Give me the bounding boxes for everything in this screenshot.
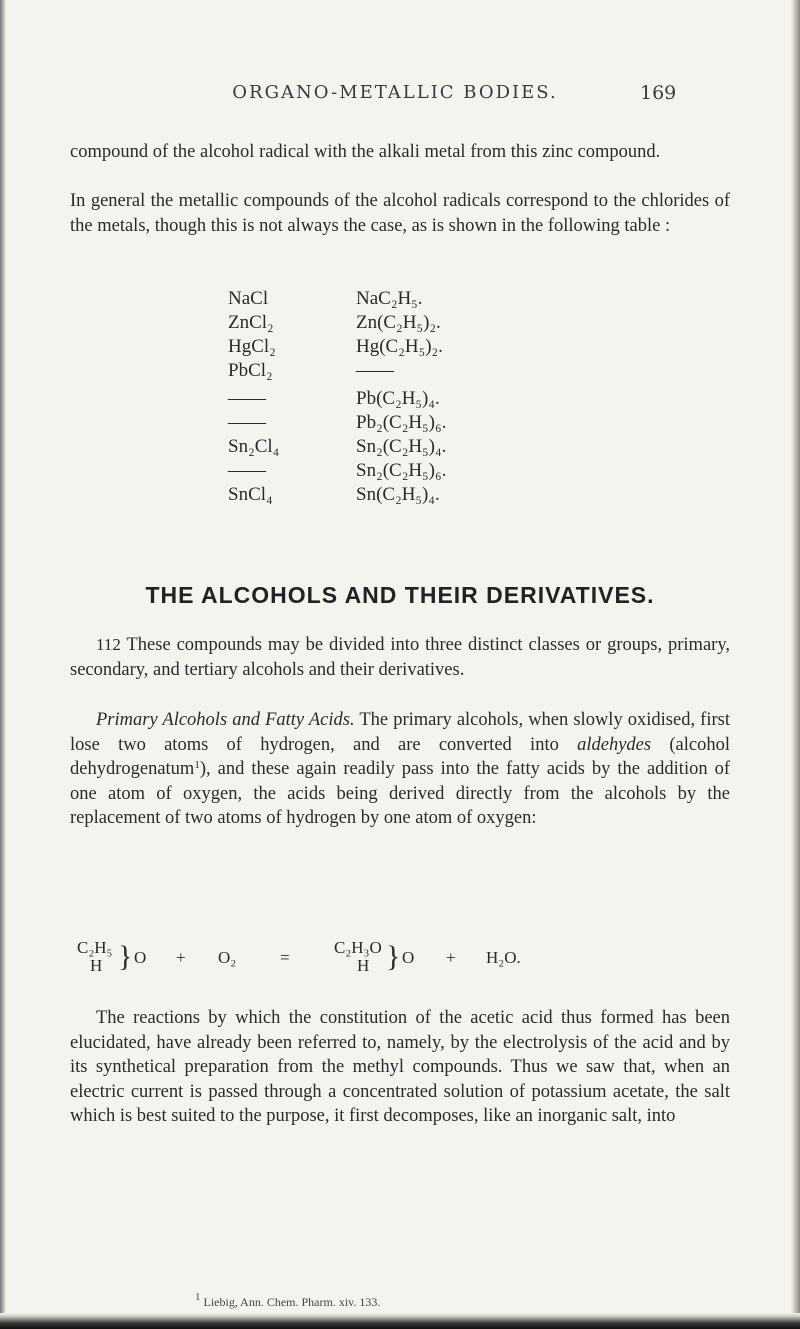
equals-sign: = xyxy=(280,948,290,967)
paragraph-112-text: These compounds may be divided into three distinct classes or groups, primary, secondary, and tertiary alcohols and their derivatives. xyxy=(70,635,730,680)
product-brace: } xyxy=(386,940,401,973)
reactant-oxygen: O xyxy=(134,948,147,967)
chloride-formula: PbCl₂ xyxy=(228,360,273,381)
ethyl-compound-formula: Hg(C₂H₅)₂. xyxy=(356,336,443,357)
footnote-text: Liebig, Ann. Chem. Pharm. xiv. 133. xyxy=(203,1295,381,1309)
running-head xyxy=(0,82,800,110)
chloride-formula: NaCl xyxy=(228,288,269,309)
chloride-formula: SnCl₄ xyxy=(228,484,273,505)
reactant-radical-top: C₂H₅ xyxy=(77,938,113,957)
paragraph-number: 112 xyxy=(96,635,121,654)
ethyl-compound-formula: Zn(C₂H₅)₂. xyxy=(356,312,441,333)
page-number: 169 xyxy=(640,82,677,104)
footnote xyxy=(195,1291,381,1310)
intro-paragraph-1: compound of the alcohol radical with the alkali metal from this zinc compound. xyxy=(70,142,661,162)
oxidation-equation xyxy=(72,938,732,980)
chloride-formula: —— xyxy=(228,460,266,481)
ethyl-compound-formula: Pb₂(C₂H₅)₆. xyxy=(356,412,447,433)
water-formula: H₂O. xyxy=(486,948,521,967)
chloride-formula: HgCl₂ xyxy=(228,336,276,357)
intro-paragraph-2 xyxy=(70,189,730,238)
ethyl-compound-formula: Sn(C₂H₅)₄. xyxy=(356,484,440,505)
primary-text-c: ), and these again readily pass into the fatty acids by the addition of one atom of oxygen, the acids being derived directly from the alcohols by the replacement of two atoms of hydrogen by one atom of oxygen: xyxy=(70,759,730,829)
oxygen-molecule: O₂ xyxy=(218,948,237,967)
reactions-paragraph xyxy=(70,1006,730,1129)
product-oxygen: O xyxy=(402,948,415,967)
page-bottom-shadow xyxy=(0,1313,800,1329)
page-left-edge xyxy=(0,0,6,1329)
primary-text-a: The primary alcohols, when slowly oxidised, first lose two atoms of hydrogen, and are converted into xyxy=(70,710,730,755)
aldehydes-term: aldehydes xyxy=(577,734,652,755)
reactant-radical-bottom: H xyxy=(90,956,103,975)
ethyl-compound-formula: NaC₂H₅. xyxy=(356,288,423,309)
ethyl-compound-formula: Sn₂(C₂H₅)₄. xyxy=(356,436,447,457)
running-title: ORGANO-METALLIC BODIES. xyxy=(232,82,558,103)
chloride-formula: ZnCl₂ xyxy=(228,312,274,333)
primary-text-b: (alcohol dehydrogenatum xyxy=(70,734,731,780)
product-radical-top: C₂H₃O xyxy=(334,938,382,957)
footnote-reference: 1 xyxy=(194,759,200,772)
chloride-formula: Sn₂Cl₄ xyxy=(228,436,280,457)
reactions-text: The reactions by which the constitution of the acetic acid thus formed has been elucidated, have already been referred to, namely, by the electrolysis of the acid and by its synthetical preparation from the methyl compounds. Thus we saw that, when an electric current is passed through a concentrated solution of potassium acetate, the salt which is best suited to the purpose, it first decomposes, like an inorganic salt, into xyxy=(70,1008,730,1127)
paragraph-112 xyxy=(70,633,730,682)
chloride-formula: —— xyxy=(228,388,266,409)
plus-sign: + xyxy=(446,948,456,967)
ethyl-compound-formula: Sn₂(C₂H₅)₆. xyxy=(356,460,447,481)
page-right-edge xyxy=(790,0,800,1329)
plus-sign: + xyxy=(176,948,186,967)
primary-alcohols-heading: Primary Alcohols and Fatty Acids. xyxy=(96,710,355,730)
reactant-brace: } xyxy=(118,940,133,973)
intro-paragraph-2-text: In general the metallic compounds of the alcohol radicals correspond to the chlorides of the metals, though this is not always the case, as is shown in the following table : xyxy=(70,191,730,236)
section-heading: THE ALCOHOLS AND THEIR DERIVATIVES. xyxy=(145,582,655,608)
primary-alcohols-paragraph xyxy=(70,708,730,831)
footnote-marker: 1 xyxy=(195,1291,201,1303)
product-radical-bottom: H xyxy=(357,956,370,975)
ethyl-compound-formula: —— xyxy=(356,360,394,381)
chloride-formula: —— xyxy=(228,412,266,433)
ethyl-compound-formula: Pb(C₂H₅)₄. xyxy=(356,388,440,409)
